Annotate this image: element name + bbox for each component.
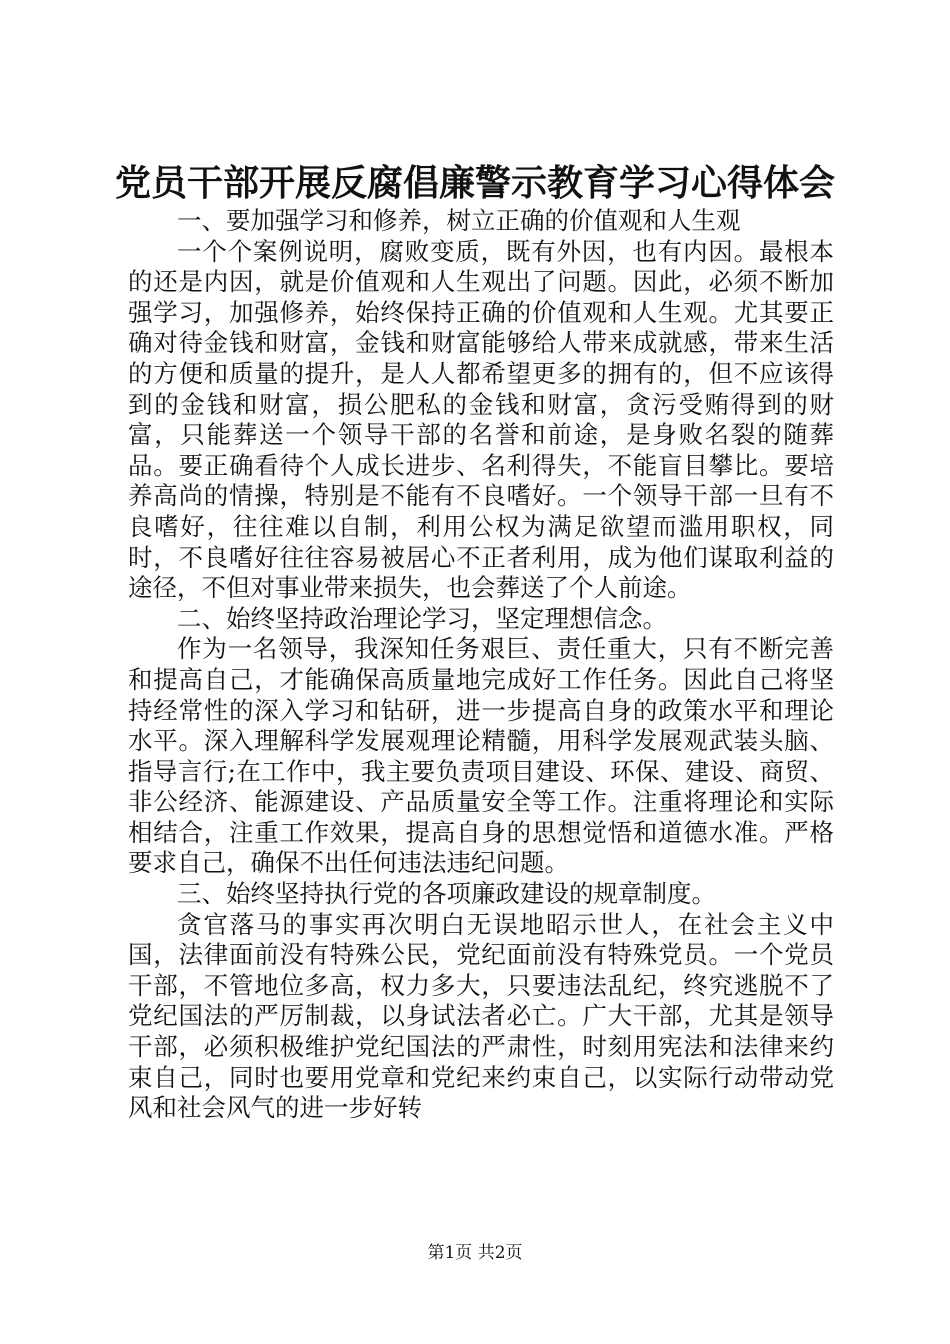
body-paragraph-3: 贪官落马的事实再次明白无误地昭示世人，在社会主义中国，法律面前没有特殊公民，党纪面前没有特殊党员。一个党员干部，不管地位多高，权力多大，只要违法乱纪，终究逃脱不了党纪国法的严厉制裁，以身试法者必亡。广大干部，尤其是领导干部，必须积极维护党纪国法的严肃性，时刻用宪法和法律来约束自己，同时也要用党章和党纪来约束自己，以实际行动带动党风和社会风气的进一步好转 — [128, 909, 834, 1123]
document-title: 党员干部开展反腐倡廉警示教育学习心得体会 — [114, 162, 835, 204]
section-heading-3: 三、始终坚持执行党的各项廉政建设的规章制度。 — [177, 879, 716, 909]
section-heading-2: 二、始终坚持政治理论学习，坚定理想信念。 — [177, 603, 667, 633]
section-heading-1: 一、要加强学习和修养，树立正确的价值观和人生观 — [177, 206, 741, 235]
document-body — [128, 206, 834, 1124]
page-number-footer: 第1页 共2页 — [427, 1243, 523, 1263]
body-paragraph-2: 作为一名领导，我深知任务艰巨、责任重大，只有不断完善和提高自己，才能确保高质量地完成好工作任务。因此自己将坚持经常性的深入学习和钻研，进一步提高自身的政策水平和理论水平。深入理解科学发展观理论精髓，用科学发展观武装头脑、指导言行;在工作中，我主要负责项目建设、环保、建设、商贸、非公经济、能源建设、产品质量安全等工作。注重将理论和实际相结合，注重工作效果，提高自身的思想觉悟和道德水准。严格要求自己，确保不出任何违法违纪问题。 — [128, 634, 834, 878]
body-paragraph-1: 一个个案例说明，腐败变质，既有外因，也有内因。最根本的还是内因，就是价值观和人生观出了问题。因此，必须不断加强学习，加强修养，始终保持正确的价值观和人生观。尤其要正确对待金钱和财富，金钱和财富能够给人带来成就感，带来生活的方便和质量的提升，是人人都希望更多的拥有的，但不应该得到的金钱和财富，损公肥私的金钱和财富，贪污受贿得到的财富，只能葬送一个领导干部的名誉和前途，是身败名裂的随葬品。要正确看待个人成长进步、名利得失，不能盲目攀比。要培养高尚的情操，特别是不能有不良嗜好。一个领导干部一旦有不良嗜好，往往难以自制，利用公权为满足欲望而滥用职权，同时，不良嗜好往往容易被居心不正者利用，成为他们谋取利益的途径，不但对事业带来损失，也会葬送了个人前途。 — [128, 236, 834, 603]
